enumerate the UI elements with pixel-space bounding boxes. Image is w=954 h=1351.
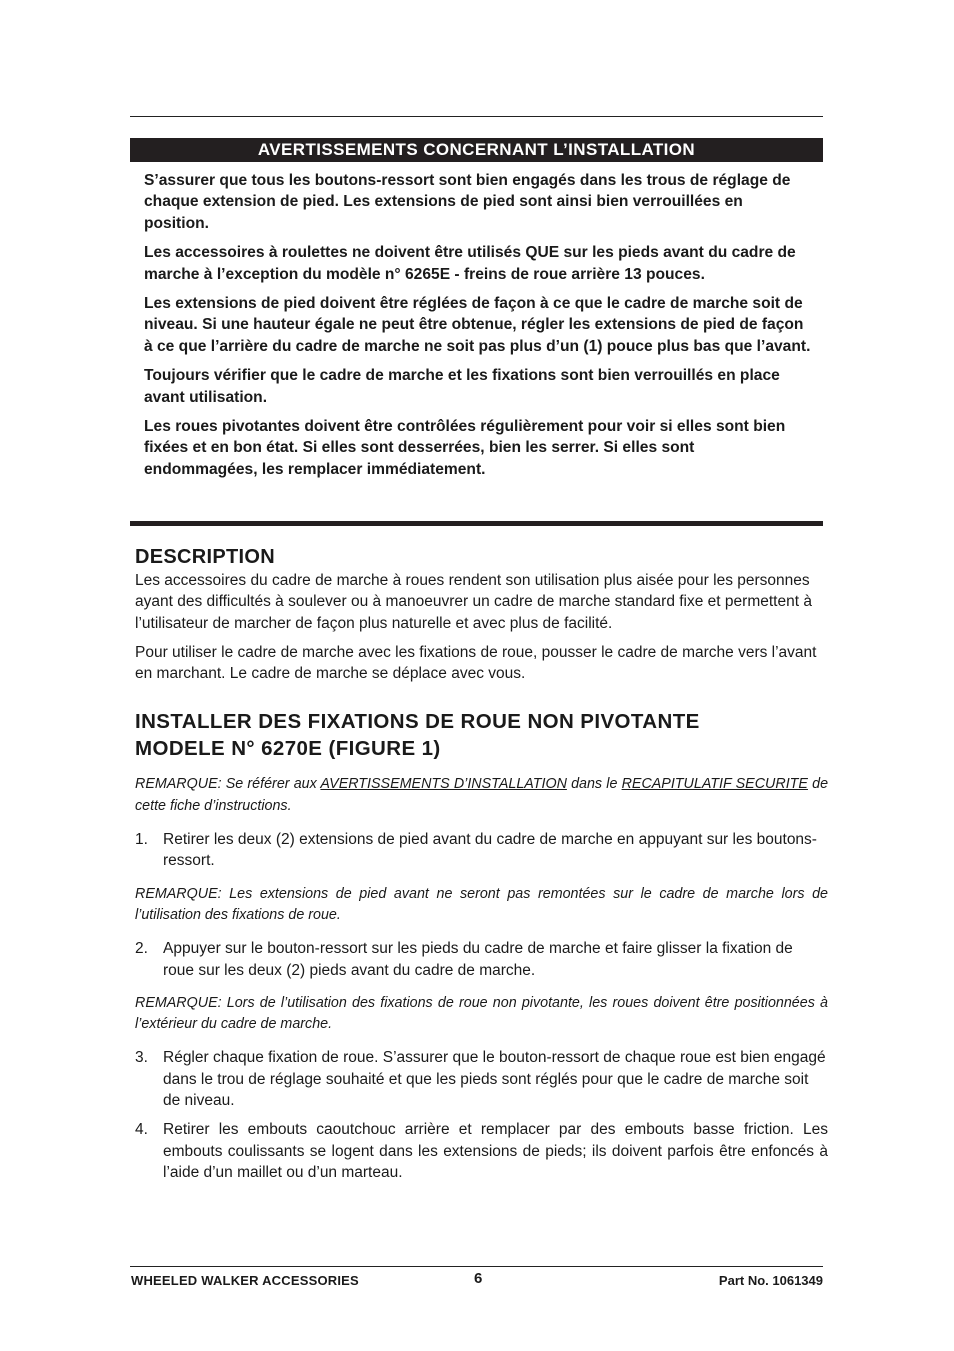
step-2 xyxy=(135,938,828,981)
step-number: 2. xyxy=(135,940,148,958)
warnings-title: AVERTISSEMENTS CONCERNANT L’INSTALLATION xyxy=(130,138,823,162)
step-text: Retirer les deux (2) extensions de pied avant du cadre de marche en appuyant sur les boutons-ressort. xyxy=(163,831,817,870)
steps-list xyxy=(135,1047,828,1183)
warning-item: Les roues pivotantes doivent être contrôlées régulièrement pour voir si elles sont bien fixées et en bon état. Si elles sont desserrées, bien les serrer. Si elles sont endommagées, les remplacer immédiatement. xyxy=(144,418,786,478)
main-content xyxy=(135,544,828,1183)
top-rule xyxy=(130,116,823,117)
step-text: Appuyer sur le bouton-ressort sur les pieds du cadre de marche et faire glisser la fixation de roue sur les deux (2) pieds avant du cadre de marche. xyxy=(163,940,793,979)
link-installation-warnings[interactable]: AVERTISSEMENTS D’INSTALLATION xyxy=(320,776,567,793)
warnings-box xyxy=(144,170,812,488)
warning-item: Toujours vérifier que le cadre de marche et les fixations sont bien verrouillés en place avant utilisation. xyxy=(144,367,780,406)
install-title-line1: INSTALLER DES FIXATIONS DE ROUE NON PIVOTANTE xyxy=(135,710,700,734)
footer-product-name: WHEELED WALKER ACCESSORIES xyxy=(131,1273,359,1288)
install-title-line2: MODELE N° 6270E (FIGURE 1) xyxy=(135,737,441,761)
note-text: REMARQUE: Se référer aux xyxy=(135,776,321,793)
warning-item: Les extensions de pied doivent être réglées de façon à ce que le cadre de marche soit de niveau. Si une hauteur égale ne peut être obtenue, régler les extensions de pied de façon à ce que l’arrière du cadre de marche ne soit pas plus d’un (1) pouce plus bas que l’avant. xyxy=(144,295,811,355)
note-text: dans le xyxy=(566,776,622,793)
note-safety-reference xyxy=(135,774,828,817)
step-number: 4. xyxy=(135,1121,148,1139)
steps-list xyxy=(135,938,828,981)
link-safety-summary[interactable]: RECAPITULATIF SECURITE xyxy=(621,776,808,793)
warning-item: S’assurer que tous les boutons-ressort sont bien engagés dans les trous de réglage de chaque extension de pied. Les extensions de pied sont ainsi bien verrouillées en position. xyxy=(144,172,791,232)
step-number: 1. xyxy=(135,831,148,849)
footer-part-number: Part No. 1061349 xyxy=(718,1273,823,1288)
description-paragraph: Pour utiliser le cadre de marche avec les fixations de roue, pousser le cadre de marche vers l’avant en marchant. Le cadre de marche se déplace avec vous. xyxy=(135,643,817,683)
warning-item: Les accessoires à roulettes ne doivent être utilisés QUE sur les pieds avant du cadre de marche à l’exception du modèle n° 6265E - freins de roue arrière 13 pouces. xyxy=(144,244,796,283)
step-1 xyxy=(135,829,828,872)
step-number: 3. xyxy=(135,1049,148,1067)
description-section xyxy=(135,544,828,684)
footer-rule xyxy=(130,1266,823,1267)
step-4 xyxy=(135,1119,828,1183)
step-3 xyxy=(135,1047,828,1111)
description-title: DESCRIPTION xyxy=(135,546,275,568)
step-text: Régler chaque fixation de roue. S’assurer que le bouton-ressort de chaque roue est bien engagé dans le trou de réglage souhaité et que les pieds sont réglés pour que le cadre de marche soit de niveau. xyxy=(163,1049,826,1110)
note-front-extensions: REMARQUE: Les extensions de pied avant ne seront pas remontées sur le cadre de marche lors de l’utilisation des fixations de roue. xyxy=(135,885,828,923)
note-text: de cette fiche d’instructions. xyxy=(135,776,829,814)
step-text: Retirer les embouts caoutchouc arrière et remplacer par des embouts basse friction. Les embouts coulissants se logent dans les extensions de pieds; ils doivent parfois être enfoncés à l’aide d’un maillet ou d’un marteau. xyxy=(163,1121,828,1181)
description-paragraph: Les accessoires du cadre de marche à roues rendent son utilisation plus aisée pour les personnes ayant des difficultés à soulever ou à manoeuvrer un cadre de marche standard fixe et permettent à l’utilisateur de marcher de façon plus naturelle et avec plus de facilité. xyxy=(135,572,812,632)
steps-list xyxy=(135,829,828,872)
warnings-bottom-rule xyxy=(130,521,823,526)
note-wheel-position: REMARQUE: Lors de l’utilisation des fixations de roue non pivotante, les roues doivent être positionnées à l’extérieur du cadre de marche. xyxy=(135,994,828,1033)
page-number: 6 xyxy=(474,1270,483,1287)
install-title xyxy=(135,708,828,762)
